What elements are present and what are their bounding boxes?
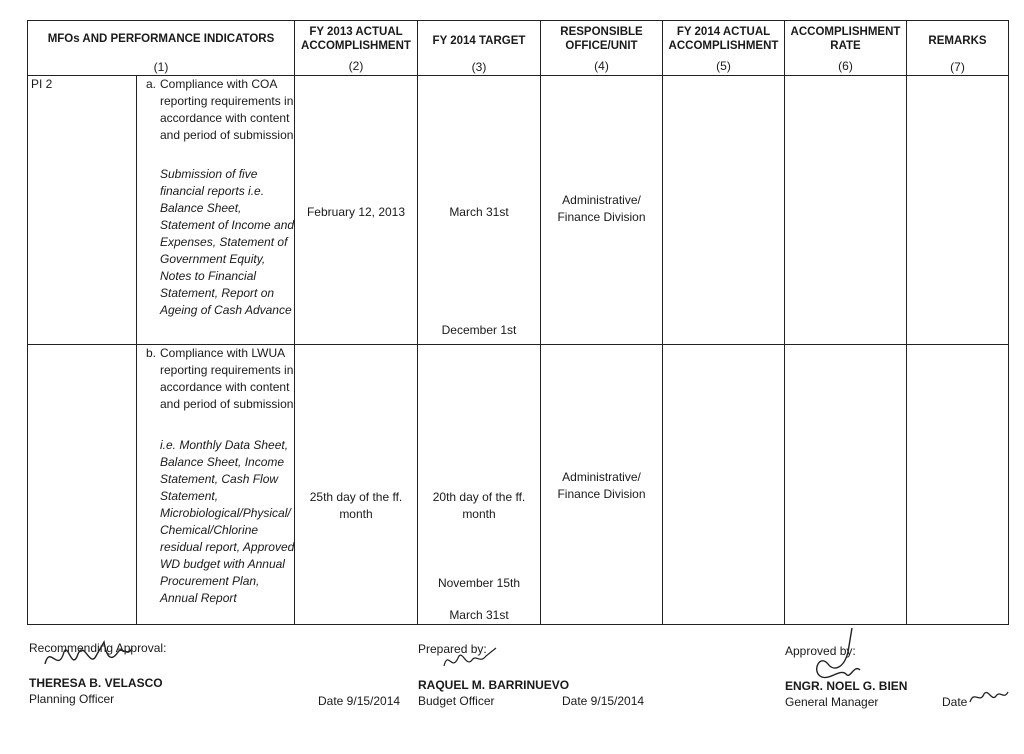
indicator-detail: Submission of five financial reports i.e. Balance Sheet, Statement of Income and Expenses, Statement of Government Equity, Notes to Financial Statement, Report on Ageing of Cash Advance [160, 167, 295, 317]
recommending-name: THERESA B. VELASCO [29, 676, 163, 690]
header-fy2014-actual: FY 2014 ACTUAL ACCOMPLISHMENT (5) [663, 21, 785, 76]
performance-table [27, 20, 1009, 625]
fy2013-value: February 12, 2013 [306, 205, 406, 219]
prepared-position: Budget Officer [418, 694, 495, 708]
office-cell [541, 345, 663, 625]
table-row [28, 76, 1009, 345]
header-mfo: MFOs AND PERFORMANCE INDICATORS (1) [28, 21, 295, 76]
approved-date: Date [942, 695, 968, 709]
recommending-date: Date 9/15/2014 [318, 694, 401, 708]
office-cell [541, 76, 663, 345]
header-fy2014-target: FY 2014 TARGET (3) [418, 21, 541, 76]
remarks-cell [907, 345, 1009, 625]
signature-scribble [40, 634, 135, 676]
target-value: March 31st [449, 608, 509, 622]
indicator-detail: i.e. Monthly Data Sheet, Balance Sheet, Income Statement, Cash Flow Statement, Microbiological/Physical/ Chemical/Chlorine residual report, Approved WD budget with Annual Procurement Plan, Annual Report [160, 438, 295, 605]
prepared-date: Date 9/15/2014 [562, 694, 645, 708]
rate-cell [785, 76, 907, 345]
target-value: December 1st [441, 323, 517, 337]
recommending-position: Planning Officer [29, 692, 115, 706]
approved-position: General Manager [785, 695, 879, 709]
prepared-caption: Prepared by: [418, 642, 487, 656]
indicator-text: Compliance with COA reporting requirements in accordance with content and period of submission [160, 77, 294, 142]
mfo-cell: b. Compliance with LWUA reporting requirements in accordance with content and period of submission i.e. Monthly Data Sheet, Balance Sheet, Income Statement, Cash Flow Statement, Microbiological/Physical/ Chemical/Chlorine residual report, Approved WD budget with Annual Procurement Plan, Annual Report [28, 345, 295, 625]
office-value: Administrative/ Finance Division [557, 193, 646, 224]
target-value: March 31st [449, 205, 509, 219]
table-row [28, 345, 1009, 625]
recommending-caption: Recommending Approval: [29, 641, 167, 655]
handwritten-date [968, 684, 1014, 712]
remarks-cell [907, 76, 1009, 345]
fy2013-cell [295, 76, 418, 345]
pi-code: PI 2 [31, 77, 53, 91]
header-remarks: REMARKS (7) [907, 21, 1009, 76]
fy2014-actual-cell [663, 345, 785, 625]
header-accomplishment-rate: ACCOMPLISHMENT RATE (6) [785, 21, 907, 76]
indicator-text: Compliance with LWUA reporting requirements in accordance with content and period of submission [160, 346, 294, 411]
header-row [28, 21, 1009, 76]
header-fy2013-actual: FY 2013 ACTUAL ACCOMPLISHMENT (2) [295, 21, 418, 76]
mfo-cell: PI 2 a. Compliance with COA reporting requirements in accordance with content and period of submission Submission of five financial reports i.e. Balance Sheet, Statement of Income and Expenses, Statement of Government Equity, Notes to Financial Statement, Report on Ageing of Cash Advance [28, 76, 295, 345]
office-value: Administrative/ Finance Division [557, 470, 646, 501]
target-cell [418, 345, 541, 625]
signature-scribble [440, 644, 500, 676]
target-cell [418, 76, 541, 345]
prepared-name: RAQUEL M. BARRINUEVO [418, 678, 570, 692]
target-value: November 15th [437, 576, 521, 590]
fy2013-value: 25th day of the ff. month [309, 490, 403, 521]
fy2014-actual-cell [663, 76, 785, 345]
header-responsible-office: RESPONSIBLE OFFICE/UNIT (4) [541, 21, 663, 76]
approved-caption: Approved by: [785, 644, 856, 658]
target-value: 20th day of the ff. month [432, 490, 526, 521]
approved-name: ENGR. NOEL G. BIEN [785, 679, 908, 693]
rate-cell [785, 345, 907, 625]
fy2013-cell [295, 345, 418, 625]
